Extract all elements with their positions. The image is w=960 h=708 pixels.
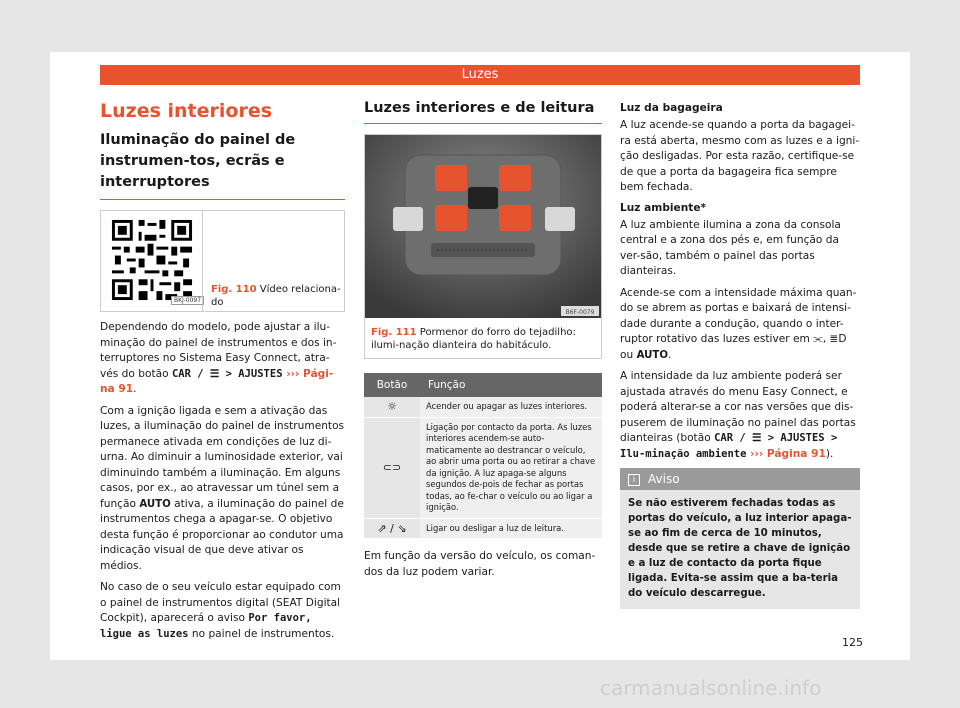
figure-111 [364,134,602,359]
figure-caption [211,283,341,309]
figure-code: BKJ-0097 [171,296,204,305]
paragraph [100,320,345,398]
section-header: Luzes [100,65,860,85]
watermark: carmanualsonline.info [600,676,822,700]
section-subtitle: Iluminação do painel de instrumen-tos, ecrãs e interruptores [100,130,345,200]
qr-code-icon[interactable] [109,217,195,303]
table-header: Função [420,373,602,397]
text: Acende-se com a intensidade máxima quan-do se abrem as portas e baixará de intensi-dade durante a condução, quando o inter-ruptor rotativo das luzes estiver em [620,286,857,345]
figure-number: Fig. 111 [371,327,417,338]
text: . [668,348,672,361]
paragraph: Em função da versão do veículo, os coman-dos da luz podem variar. [364,550,596,578]
column-right [620,100,860,609]
text: A intensidade da luz ambiente poderá ser ajustada através do menu Easy Connect, e poderá alterar-se a cor nas versões que dis-puserem de iluminação no painel das portas dianteiras (botão [620,370,856,444]
auto-symbol: AUTO [636,349,669,361]
subheading: Luz ambiente* [620,201,707,214]
button-function-table [364,373,602,539]
page-title: Luzes interiores [100,100,273,122]
table-header: Botão [364,373,420,397]
paragraph [100,404,345,575]
roof-lining-photo [365,135,601,318]
divider [202,211,203,311]
column-middle [364,100,602,586]
paragraph: A luz acende-se quando a porta da bagagei-ra está aberta, mesmo com as luzes e a igni-ção desligadas. Por esta razão, certifique-se de que a porta da bagageira fica sempre bem fechada. [620,119,860,193]
text: Com a ignição ligada e sem a ativação das luzes, a iluminação do painel de instrumentos permanece ativada em condições de luz di-urna. Ao diminuir a luminosidade exterior, vai diminuindo também a iluminação. Em alguns casos, por ex., ao atravessar um túnel sem a função [100,404,345,510]
table-cell: Ligar ou desligar a luz de leitura. [420,518,602,539]
paragraph [620,286,860,364]
column-left [100,100,345,648]
text: Dependendo do modelo, pode ajustar a ilu-minação do painel de instrumentos e dos in-terruptores no Sistema Easy Connect, atra-vés do botão [100,321,337,380]
text: ativa, a iluminação do painel de instrumentos chega a apagar-se. O objetivo desta função é proporcionar ao condutor uma indicação visual de que deve ativar os médios. [100,497,344,572]
page-number: 125 [842,636,863,649]
menu-path: CAR / ☰ > AJUSTES [171,367,283,380]
table-row [364,417,602,518]
menu-path: CAR / ☰ > AJUSTES > Ilu-minação ambiente [620,432,838,460]
table-row [364,518,602,539]
warning-header [620,468,860,490]
table-cell: Acender ou apagar as luzes interiores. [420,397,602,417]
text: no painel de instrumentos. [188,627,335,640]
page-link[interactable]: ››› Página 91 [746,447,826,460]
figure-caption [365,322,601,358]
reading-light-icon: ⇗ / ⇘ [364,518,420,539]
paragraph [100,580,345,642]
warning-title: Aviso [648,472,680,486]
warning-text: Se não estiverem fechadas todas as portas do veículo, a luz interior apaga-se ao fim de cerca de 10 minutos, desde que se retire a chave de ignição e a luz de contacto da porta fique ligada. Evita-se assim que a ba-teria do veículo descarregue. [628,498,852,599]
text: No caso de o seu veículo estar equipado com o painel de instrumentos digital (SEAT Digital Cockpit), aparecerá o aviso [100,581,341,624]
figure-number: Fig. 110 [211,284,257,295]
paragraph [620,369,860,462]
warning-box [620,468,860,609]
section-title: Luzes interiores e de leitura [364,98,602,124]
text: ). [825,447,834,460]
table-row [364,397,602,417]
figure-110 [100,210,345,312]
door-contact-icon: ⊂⊃ [364,417,420,518]
dashboard-message: Por favor, ligue as luzes [100,612,312,640]
light-switch-icons: ⫘, ≣D ou [620,333,847,361]
info-icon: i [628,474,640,486]
photo-code: B6F-0079 [565,309,595,316]
text: . [133,383,137,395]
page-link[interactable]: ››› Pági-na 91 [100,367,334,395]
subheading: Luz da bagageira [620,102,723,114]
table-cell: Ligação por contacto da porta. As luzes interiores acendem-se auto-maticamente ao destrancar o veículo, ao abrir uma porta ou ao retirar a chave da ignição. A luz apaga-se alguns segundos de-pois de fechar as portas todas, ao fe-char o veículo ou ao ligar a ignição. [420,417,602,518]
auto-symbol: AUTO [139,498,171,510]
figure-caption-text: Vídeo relaciona-do [211,284,341,308]
interior-light-icon: ☼ [364,397,420,417]
paragraph: A luz ambiente ilumina a zona da consola central e a zona dos pés e, em função da ver-são, também o painel das portas dianteiras. [620,218,841,277]
figure-caption-text: Pormenor do forro do tejadilho: ilumi-nação dianteira do habitáculo. [371,327,576,351]
